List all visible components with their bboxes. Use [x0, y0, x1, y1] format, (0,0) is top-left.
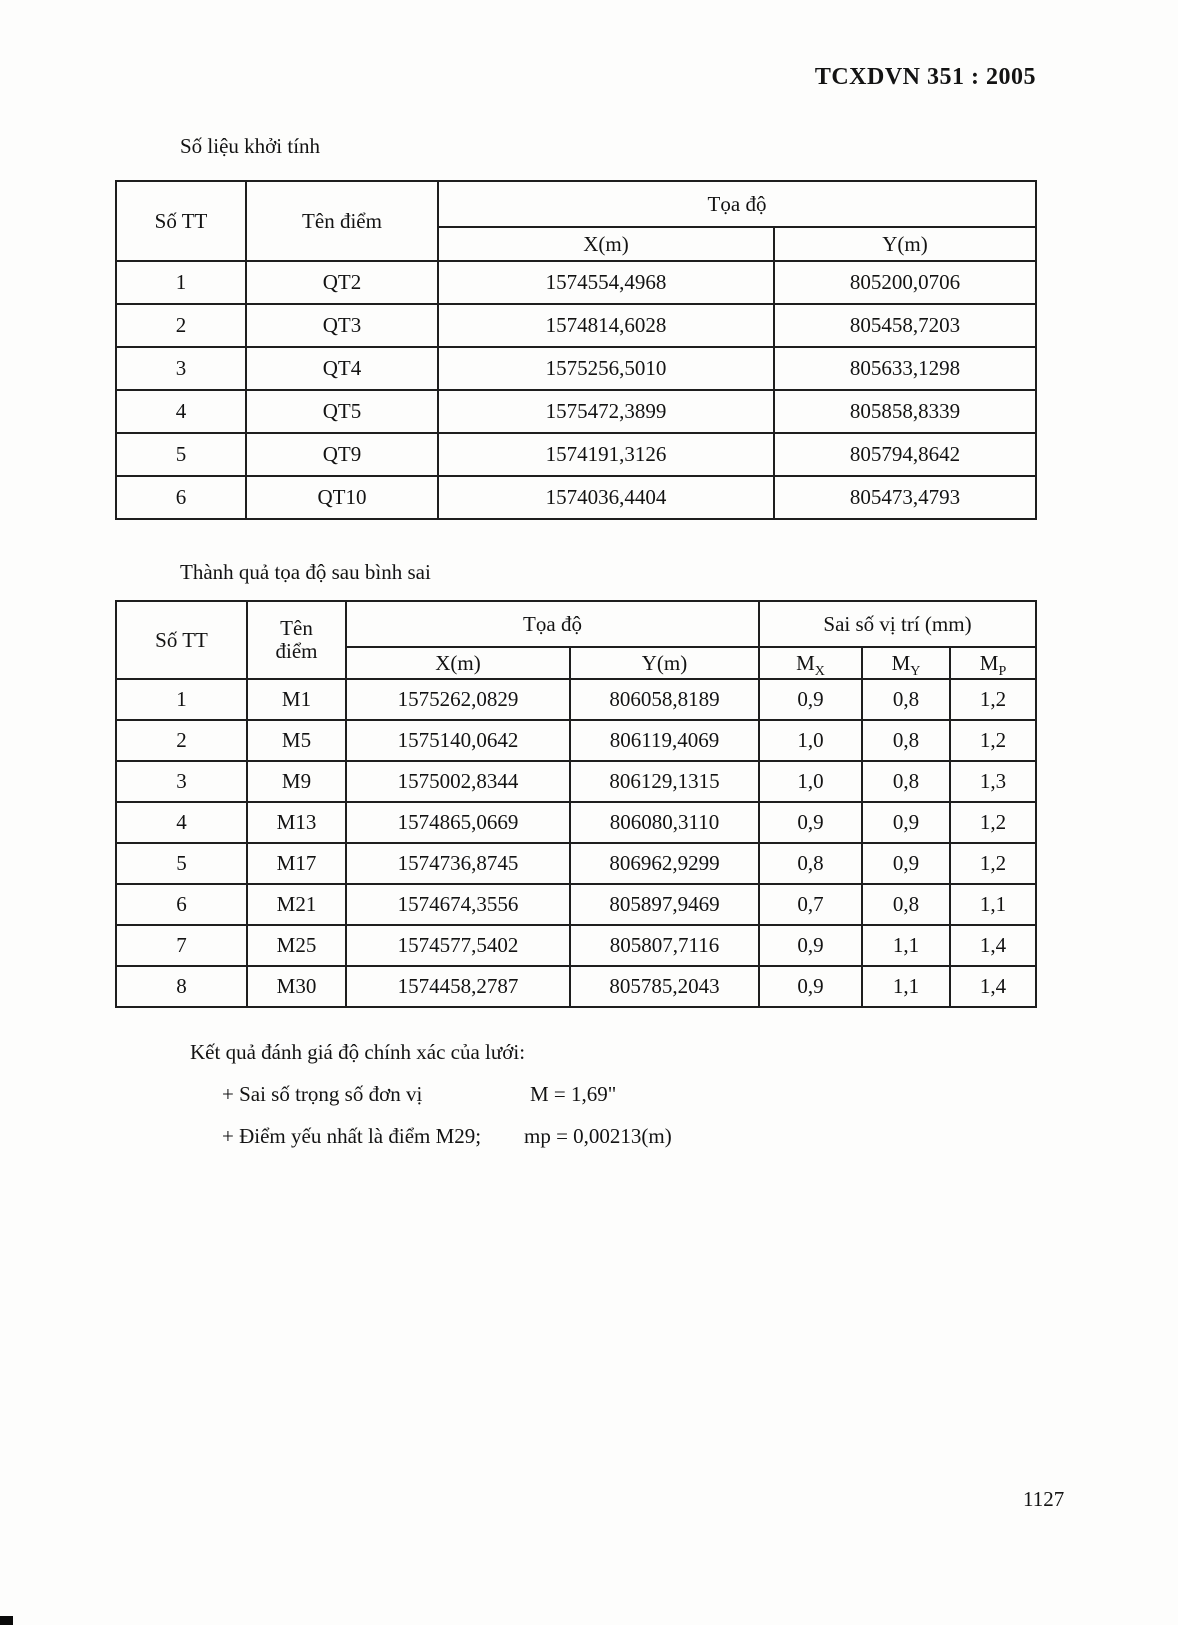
- row-stt: 1: [116, 261, 246, 304]
- row-stt: 1: [116, 679, 247, 720]
- table2-col-stt: Số TT: [116, 601, 247, 679]
- row-mp-error: 1,4: [950, 925, 1036, 966]
- row-point-name: QT9: [246, 433, 438, 476]
- row-mx-error: 0,9: [759, 966, 862, 1007]
- table1-header: [116, 181, 1036, 261]
- table1-body: [116, 261, 1036, 519]
- row-y-coordinate: 806058,8189: [570, 679, 759, 720]
- row-y-coordinate: 805458,7203: [774, 304, 1036, 347]
- row-stt: 8: [116, 966, 247, 1007]
- row-stt: 4: [116, 802, 247, 843]
- row-mx-error: 0,9: [759, 802, 862, 843]
- row-point-name: M25: [247, 925, 346, 966]
- row-point-name: M5: [247, 720, 346, 761]
- row-point-name: M9: [247, 761, 346, 802]
- row-y-coordinate: 805794,8642: [774, 433, 1036, 476]
- row-mp-error: 1,2: [950, 679, 1036, 720]
- row-point-name: QT2: [246, 261, 438, 304]
- row-mp-error: 1,3: [950, 761, 1036, 802]
- row-x-coordinate: 1575262,0829: [346, 679, 570, 720]
- table-row: [116, 390, 1036, 433]
- table-row: [116, 679, 1036, 720]
- table1-col-x: X(m): [438, 227, 774, 261]
- table2-col-ten: Tên điểm: [247, 601, 346, 679]
- row-my-error: 0,9: [862, 843, 950, 884]
- document-code: TCXDVN 351 : 2005: [814, 64, 1036, 90]
- row-y-coordinate: 805473,4793: [774, 476, 1036, 519]
- row-stt: 5: [116, 433, 246, 476]
- table2-body: [116, 679, 1036, 1007]
- row-x-coordinate: 1574554,4968: [438, 261, 774, 304]
- table2-header: [116, 601, 1036, 679]
- row-stt: 3: [116, 347, 246, 390]
- row-y-coordinate: 805785,2043: [570, 966, 759, 1007]
- row-mx-error: 0,8: [759, 843, 862, 884]
- row-stt: 2: [116, 720, 247, 761]
- row-stt: 6: [116, 476, 246, 519]
- row-my-error: 1,1: [862, 966, 950, 1007]
- weakest-point-value: mp = 0,00213(m): [524, 1124, 672, 1148]
- table2-col-y: Y(m): [570, 647, 759, 679]
- table-row: [116, 925, 1036, 966]
- row-my-error: 0,9: [862, 802, 950, 843]
- row-point-name: M13: [247, 802, 346, 843]
- table-row: [116, 843, 1036, 884]
- page-number: 1127: [1023, 1487, 1065, 1511]
- row-y-coordinate: 806129,1315: [570, 761, 759, 802]
- row-stt: 4: [116, 390, 246, 433]
- row-stt: 6: [116, 884, 247, 925]
- table2-col-toado: Tọa độ: [346, 601, 759, 647]
- results-heading: Kết quả đánh giá độ chính xác của lưới:: [190, 1040, 526, 1064]
- table1-col-y: Y(m): [774, 227, 1036, 261]
- row-point-name: QT5: [246, 390, 438, 433]
- table2-col-mx: $M_X$: [759, 647, 862, 679]
- table2-col-x: X(m): [346, 647, 570, 679]
- table2-col-saiso: Sai số vị trí (mm): [759, 601, 1036, 647]
- row-my-error: 0,8: [862, 761, 950, 802]
- table-row: [116, 304, 1036, 347]
- row-point-name: M1: [247, 679, 346, 720]
- row-y-coordinate: 806962,9299: [570, 843, 759, 884]
- scan-artifact-mark: [0, 1616, 13, 1625]
- row-x-coordinate: 1575256,5010: [438, 347, 774, 390]
- row-mx-error: 0,9: [759, 925, 862, 966]
- row-mp-error: 1,2: [950, 843, 1036, 884]
- row-point-name: QT4: [246, 347, 438, 390]
- row-y-coordinate: 805200,0706: [774, 261, 1036, 304]
- row-my-error: 0,8: [862, 720, 950, 761]
- initial-data-table: [115, 180, 1037, 520]
- row-x-coordinate: 1574458,2787: [346, 966, 570, 1007]
- row-point-name: M21: [247, 884, 346, 925]
- row-mx-error: 1,0: [759, 761, 862, 802]
- row-x-coordinate: 1574191,3126: [438, 433, 774, 476]
- row-mx-error: 0,9: [759, 679, 862, 720]
- row-x-coordinate: 1575140,0642: [346, 720, 570, 761]
- row-point-name: QT3: [246, 304, 438, 347]
- table2-col-mp: $M_P$: [950, 647, 1036, 679]
- row-x-coordinate: 1574674,3556: [346, 884, 570, 925]
- row-my-error: 1,1: [862, 925, 950, 966]
- unit-weight-error-label: + Sai số trọng số đơn vị: [222, 1082, 423, 1106]
- row-mp-error: 1,2: [950, 802, 1036, 843]
- row-point-name: M17: [247, 843, 346, 884]
- row-x-coordinate: 1574736,8745: [346, 843, 570, 884]
- row-x-coordinate: 1574865,0669: [346, 802, 570, 843]
- table1-col-stt: Số TT: [116, 181, 246, 261]
- table1-col-ten: Tên điểm: [246, 181, 438, 261]
- table-row: [116, 966, 1036, 1007]
- row-stt: 7: [116, 925, 247, 966]
- row-mx-error: 0,7: [759, 884, 862, 925]
- row-y-coordinate: 805897,9469: [570, 884, 759, 925]
- row-mp-error: 1,2: [950, 720, 1036, 761]
- row-stt: 3: [116, 761, 247, 802]
- table-row: [116, 761, 1036, 802]
- row-stt: 5: [116, 843, 247, 884]
- row-mp-error: 1,4: [950, 966, 1036, 1007]
- row-mx-error: 1,0: [759, 720, 862, 761]
- row-mp-error: 1,1: [950, 884, 1036, 925]
- row-x-coordinate: 1574577,5402: [346, 925, 570, 966]
- row-stt: 2: [116, 304, 246, 347]
- row-x-coordinate: 1575002,8344: [346, 761, 570, 802]
- row-my-error: 0,8: [862, 884, 950, 925]
- unit-weight-error-value: M = 1,69": [530, 1082, 617, 1106]
- table-row: [116, 433, 1036, 476]
- row-y-coordinate: 805807,7116: [570, 925, 759, 966]
- section1-title: Số liệu khởi tính: [180, 134, 321, 158]
- row-y-coordinate: 806119,4069: [570, 720, 759, 761]
- section2-title: Thành quả tọa độ sau bình sai: [180, 560, 431, 584]
- table-row: [116, 884, 1036, 925]
- row-y-coordinate: 806080,3110: [570, 802, 759, 843]
- table-row: [116, 720, 1036, 761]
- table1-col-toado: Tọa độ: [438, 181, 1036, 227]
- row-point-name: QT10: [246, 476, 438, 519]
- row-point-name: M30: [247, 966, 346, 1007]
- adjusted-coordinates-table: [115, 600, 1037, 1008]
- row-x-coordinate: 1575472,3899: [438, 390, 774, 433]
- table-row: [116, 802, 1036, 843]
- row-x-coordinate: 1574036,4404: [438, 476, 774, 519]
- table-row: [116, 476, 1036, 519]
- table2-col-my: $M_Y$: [862, 647, 950, 679]
- row-my-error: 0,8: [862, 679, 950, 720]
- row-y-coordinate: 805858,8339: [774, 390, 1036, 433]
- row-y-coordinate: 805633,1298: [774, 347, 1036, 390]
- weakest-point-label: + Điểm yếu nhất là điểm M29;: [222, 1124, 482, 1148]
- table-row: [116, 347, 1036, 390]
- table-row: [116, 261, 1036, 304]
- row-x-coordinate: 1574814,6028: [438, 304, 774, 347]
